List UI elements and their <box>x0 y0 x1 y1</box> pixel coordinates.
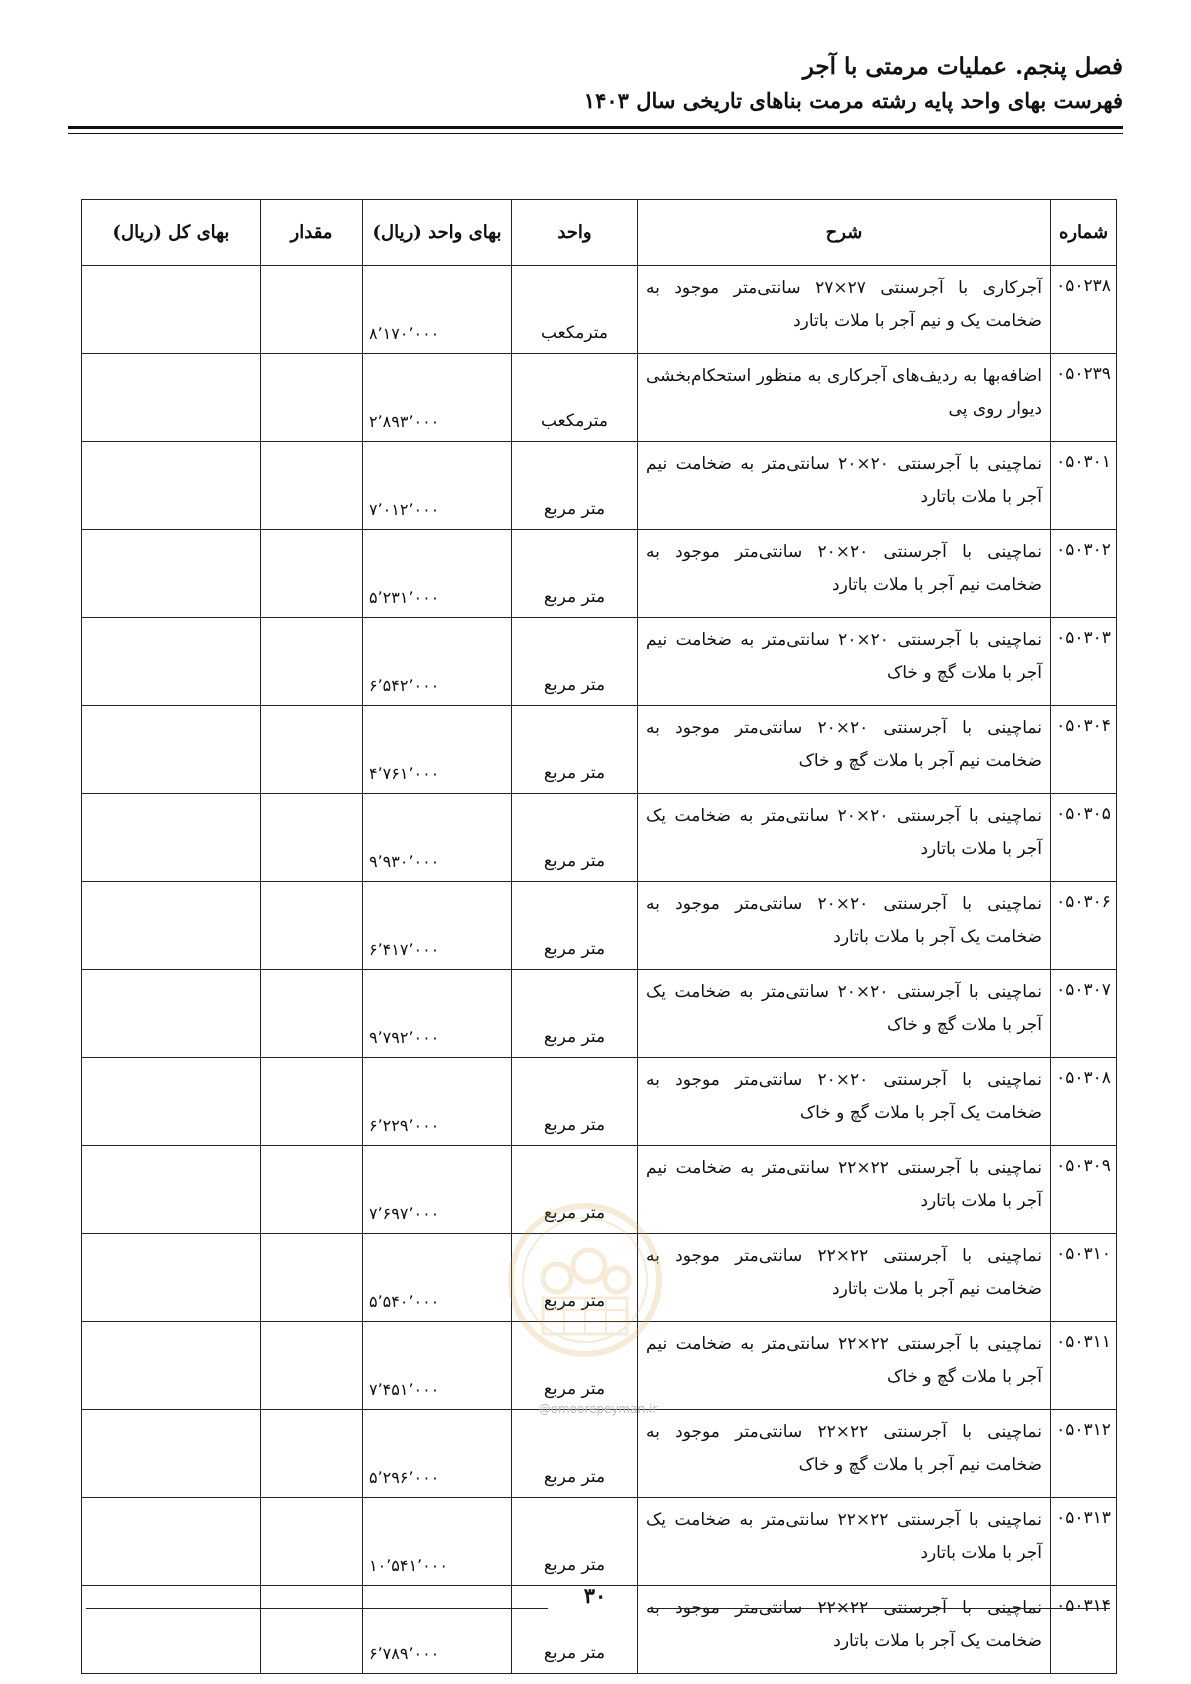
item-unit: متر مربع <box>512 1498 638 1586</box>
item-unit: متر مربع <box>512 1058 638 1146</box>
item-unit: مترمکعب <box>512 266 638 354</box>
column-header-quantity: مقدار <box>261 200 363 266</box>
table-row <box>82 618 1117 706</box>
table-row <box>82 706 1117 794</box>
footer-rule-left <box>86 1608 548 1609</box>
item-unit: متر مربع <box>512 706 638 794</box>
item-description: آجرکاری با آجرسنتی ۲۷×۲۷ سانتی‌متر موجود به ضخامت یک و نیم آجر با ملات باتارد <box>638 266 1051 354</box>
item-total-price <box>82 1058 261 1146</box>
item-total-price <box>82 1586 261 1674</box>
item-code: ۰۵۰۳۰۵ <box>1051 794 1117 882</box>
header-rule-thick <box>68 126 1123 129</box>
item-code: ۰۵۰۳۰۴ <box>1051 706 1117 794</box>
column-header-description: شرح <box>638 200 1051 266</box>
item-code: ۰۵۰۳۰۷ <box>1051 970 1117 1058</box>
item-quantity <box>261 354 363 442</box>
item-total-price <box>82 1498 261 1586</box>
column-header-unit-price: بهای واحد (ریال) <box>363 200 512 266</box>
item-code: ۰۵۰۳۰۲ <box>1051 530 1117 618</box>
column-header-code: شماره <box>1051 200 1117 266</box>
item-total-price <box>82 442 261 530</box>
item-code: ۰۵۰۳۱۰ <box>1051 1234 1117 1322</box>
column-header-unit: واحد <box>512 200 638 266</box>
item-quantity <box>261 1234 363 1322</box>
item-quantity <box>261 1498 363 1586</box>
footer-rule-right <box>648 1608 1110 1609</box>
item-description: نماچینی با آجرسنتی ۲۲×۲۲ سانتی‌متر به ضخامت نیم آجر با ملات گچ و خاک <box>638 1322 1051 1410</box>
item-unit-price: ۵٬۲۳۱٬۰۰۰ <box>363 530 512 618</box>
item-unit-price: ۹٬۹۳۰٬۰۰۰ <box>363 794 512 882</box>
item-code: ۰۵۰۳۱۲ <box>1051 1410 1117 1498</box>
item-unit: متر مربع <box>512 1146 638 1234</box>
item-unit: متر مربع <box>512 1410 638 1498</box>
item-unit-price: ۹٬۷۹۲٬۰۰۰ <box>363 970 512 1058</box>
item-description: نماچینی با آجرسنتی ۲۲×۲۲ سانتی‌متر موجود به ضخامت نیم آجر با ملات باتارد <box>638 1234 1051 1322</box>
item-quantity <box>261 266 363 354</box>
table-row <box>82 1146 1117 1234</box>
item-quantity <box>261 706 363 794</box>
item-total-price <box>82 1322 261 1410</box>
item-quantity <box>261 794 363 882</box>
item-unit: متر مربع <box>512 530 638 618</box>
page-number: ۳۰ <box>583 1583 607 1608</box>
item-unit: متر مربع <box>512 794 638 882</box>
item-quantity <box>261 1058 363 1146</box>
item-unit-price: ۶٬۵۴۲٬۰۰۰ <box>363 618 512 706</box>
item-total-price <box>82 618 261 706</box>
item-total-price <box>82 266 261 354</box>
table-header-row <box>82 200 1117 266</box>
item-code: ۰۵۰۳۱۱ <box>1051 1322 1117 1410</box>
item-unit-price: ۵٬۵۴۰٬۰۰۰ <box>363 1234 512 1322</box>
item-total-price <box>82 970 261 1058</box>
item-description: نماچینی با آجرسنتی ۲۰×۲۰ سانتی‌متر به ضخامت نیم آجر با ملات گچ و خاک <box>638 618 1051 706</box>
table-body <box>82 266 1117 1674</box>
item-unit-price: ۷٬۴۵۱٬۰۰۰ <box>363 1322 512 1410</box>
table-row <box>82 1058 1117 1146</box>
column-header-total-price: بهای کل (ریال) <box>82 200 261 266</box>
price-list-table <box>81 199 1117 1674</box>
item-unit-price: ۶٬۲۲۹٬۰۰۰ <box>363 1058 512 1146</box>
table-row <box>82 970 1117 1058</box>
header-rule-thin <box>68 133 1123 134</box>
item-code: ۰۵۰۳۰۹ <box>1051 1146 1117 1234</box>
item-unit-price: ۶٬۴۱۷٬۰۰۰ <box>363 882 512 970</box>
page-header <box>68 50 1123 118</box>
item-quantity <box>261 970 363 1058</box>
item-total-price <box>82 354 261 442</box>
item-description: نماچینی با آجرسنتی ۲۰×۲۰ سانتی‌متر به ضخامت یک آجر با ملات باتارد <box>638 794 1051 882</box>
item-unit-price: ۸٬۱۷۰٬۰۰۰ <box>363 266 512 354</box>
item-unit: متر مربع <box>512 1322 638 1410</box>
item-unit: متر مربع <box>512 970 638 1058</box>
item-code: ۰۵۰۳۱۴ <box>1051 1586 1117 1674</box>
item-unit-price: ۷٬۶۹۷٬۰۰۰ <box>363 1146 512 1234</box>
item-unit-price: ۴٬۷۶۱٬۰۰۰ <box>363 706 512 794</box>
item-code: ۰۵۰۲۳۸ <box>1051 266 1117 354</box>
item-total-price <box>82 882 261 970</box>
item-quantity <box>261 1322 363 1410</box>
item-code: ۰۵۰۲۳۹ <box>1051 354 1117 442</box>
item-description: نماچینی با آجرسنتی ۲۰×۲۰ سانتی‌متر موجود به ضخامت نیم آجر با ملات گچ و خاک <box>638 706 1051 794</box>
item-code: ۰۵۰۳۰۸ <box>1051 1058 1117 1146</box>
item-description: نماچینی با آجرسنتی ۲۰×۲۰ سانتی‌متر موجود به ضخامت یک آجر با ملات گچ و خاک <box>638 1058 1051 1146</box>
table-row <box>82 442 1117 530</box>
item-unit: متر مربع <box>512 618 638 706</box>
item-quantity <box>261 1410 363 1498</box>
item-quantity <box>261 882 363 970</box>
item-quantity <box>261 618 363 706</box>
item-description: نماچینی با آجرسنتی ۲۰×۲۰ سانتی‌متر به ضخامت نیم آجر با ملات باتارد <box>638 442 1051 530</box>
item-description: نماچینی با آجرسنتی ۲۰×۲۰ سانتی‌متر به ضخامت یک آجر با ملات گچ و خاک <box>638 970 1051 1058</box>
item-unit-price: ۱۰٬۵۴۱٬۰۰۰ <box>363 1498 512 1586</box>
item-total-price <box>82 1146 261 1234</box>
item-description: اضافه‌بها به ردیف‌های آجرکاری به منظور استحکام‌بخشی دیوار روی پی <box>638 354 1051 442</box>
item-unit: متر مربع <box>512 1234 638 1322</box>
item-unit: متر مربع <box>512 882 638 970</box>
table-row <box>82 882 1117 970</box>
item-description: نماچینی با آجرسنتی ۲۲×۲۲ سانتی‌متر به ضخامت یک آجر با ملات باتارد <box>638 1498 1051 1586</box>
item-total-price <box>82 1410 261 1498</box>
watermark-text: @omoorepeyman.ir <box>538 1402 658 1416</box>
item-unit: مترمکعب <box>512 354 638 442</box>
item-code: ۰۵۰۳۰۱ <box>1051 442 1117 530</box>
table-row <box>82 266 1117 354</box>
item-code: ۰۵۰۳۱۳ <box>1051 1498 1117 1586</box>
table-row <box>82 1322 1117 1410</box>
item-description: نماچینی با آجرسنتی ۲۲×۲۲ سانتی‌متر موجود به ضخامت یک آجر با ملات باتارد <box>638 1586 1051 1674</box>
item-description: نماچینی با آجرسنتی ۲۲×۲۲ سانتی‌متر به ضخامت نیم آجر با ملات باتارد <box>638 1146 1051 1234</box>
chapter-title: فصل پنجم. عملیات مرمتی با آجر <box>802 53 1123 80</box>
item-unit: متر مربع <box>512 442 638 530</box>
item-quantity <box>261 442 363 530</box>
table-row <box>82 1410 1117 1498</box>
item-description: نماچینی با آجرسنتی ۲۰×۲۰ سانتی‌متر موجود به ضخامت یک آجر با ملات باتارد <box>638 882 1051 970</box>
item-total-price <box>82 794 261 882</box>
item-total-price <box>82 706 261 794</box>
item-unit: متر مربع <box>512 1586 638 1674</box>
table-row <box>82 1234 1117 1322</box>
table-row <box>82 354 1117 442</box>
table-row <box>82 1498 1117 1586</box>
item-quantity <box>261 530 363 618</box>
item-quantity <box>261 1586 363 1674</box>
item-total-price <box>82 530 261 618</box>
item-unit-price: ۵٬۲۹۶٬۰۰۰ <box>363 1410 512 1498</box>
item-code: ۰۵۰۳۰۳ <box>1051 618 1117 706</box>
item-quantity <box>261 1146 363 1234</box>
item-unit-price: ۲٬۸۹۳٬۰۰۰ <box>363 354 512 442</box>
table-row <box>82 530 1117 618</box>
item-total-price <box>82 1234 261 1322</box>
item-unit-price: ۷٬۰۱۲٬۰۰۰ <box>363 442 512 530</box>
item-description: نماچینی با آجرسنتی ۲۲×۲۲ سانتی‌متر موجود به ضخامت نیم آجر با ملات گچ و خاک <box>638 1410 1051 1498</box>
document-subtitle: فهرست بهای واحد پایه رشته مرمت بناهای تاریخی سال ۱۴۰۳ <box>583 88 1123 113</box>
item-description: نماچینی با آجرسنتی ۲۰×۲۰ سانتی‌متر موجود به ضخامت نیم آجر با ملات باتارد <box>638 530 1051 618</box>
table-row <box>82 794 1117 882</box>
item-code: ۰۵۰۳۰۶ <box>1051 882 1117 970</box>
item-unit-price: ۶٬۷۸۹٬۰۰۰ <box>363 1586 512 1674</box>
